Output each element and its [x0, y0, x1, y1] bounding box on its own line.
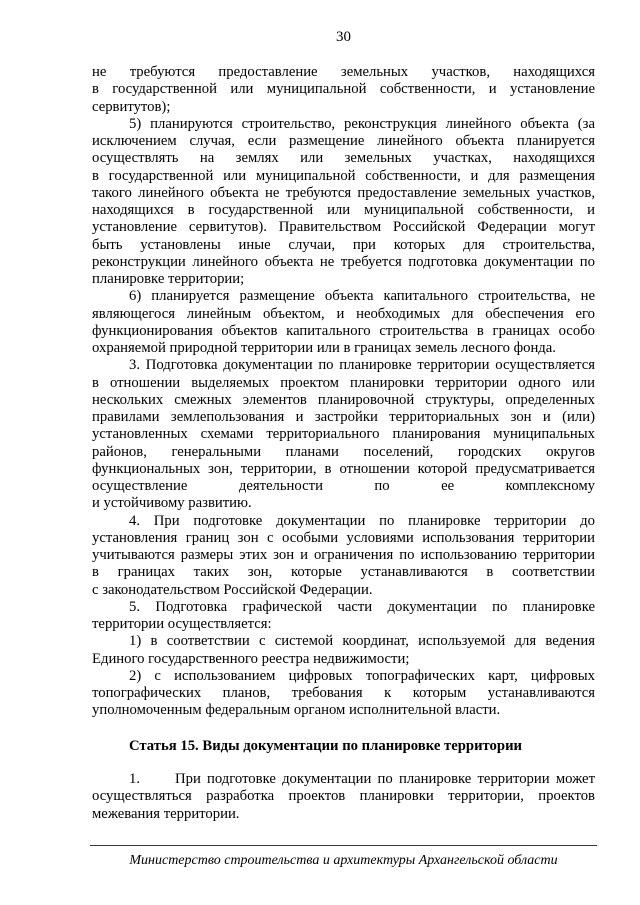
text-line: исключением случая, если размещение линейного объекта планируется [92, 133, 595, 149]
text-line: уполномоченным федеральным органом исполнительной власти. [92, 702, 501, 719]
text-line: 2) с использованием цифровых топографических карт, цифровых [129, 667, 595, 684]
text-line: охраняемой природной территории или в границах земель лесного фонда. [92, 340, 556, 356]
text-line: районов, генеральными планами поселений, городских округов [92, 443, 595, 460]
text-line: сервитутов); [92, 98, 171, 115]
text-line: 6) планируется размещение объекта капитального строительства, не [129, 288, 595, 305]
body-text [92, 64, 595, 720]
subitem-2 [92, 668, 595, 720]
text-line: являющегося линейным объектом, и необходимых для обеспечения его [92, 305, 595, 322]
clause-number: 1. [129, 771, 141, 787]
text-line: осуществлять на землях или земельных участках, находящихся [92, 150, 595, 167]
text-line: Единого государственного реестра недвижимости; [92, 650, 410, 667]
text-line: территории осуществляется: [92, 616, 272, 632]
text-line: установления границ зон с особыми условиями использования территории [92, 529, 595, 546]
text-line: 3. Подготовка документации по планировке территории осуществляется [129, 357, 595, 374]
clause-5 [92, 599, 595, 634]
text-line: находящихся в государственной или муниципальной собственности, и [92, 202, 595, 218]
text-line: 5. Подготовка графической части документации по планировке [129, 598, 595, 615]
text-line: межевания территории. [92, 805, 240, 822]
subitem-1 [92, 633, 595, 668]
text-line: осуществляться разработка проектов планировки территории, проектов [92, 788, 595, 805]
clause-3 [92, 357, 595, 512]
text-line: такого линейного объекта не требуются предоставление земельных участков, [92, 184, 595, 201]
text-line: 5) планируются строительство, реконструкция линейного объекта (за [129, 115, 595, 132]
text-line [92, 771, 595, 788]
text-line: установленных схемами территориального планирования муниципальных [92, 426, 595, 443]
footer-divider [90, 845, 597, 846]
page-number: 30 [336, 29, 351, 45]
list-item-6 [92, 288, 595, 357]
text-line: в границах таких зон, которые устанавливаются в соответствии [92, 564, 595, 581]
footer-text: Министерство строительства и архитектуры Архангельской области [129, 853, 558, 868]
article-15-clause-1 [92, 771, 595, 823]
text-line: 1) в соответствии с системой координат, используемой для ведения [129, 633, 595, 650]
text-line: осуществление деятельности по ее комплексному [92, 478, 595, 494]
text-line: планировке территории; [92, 271, 245, 287]
text-line: в государственной или муниципальной собственности, и установление [92, 81, 595, 98]
text-line: 4. При подготовке документации по планировке территории до [129, 512, 595, 529]
text-line: правилами землепользования и застройки территориальных зон и (или) [92, 409, 595, 425]
text-line: функционирования объектов капитального строительства в границах особо [92, 322, 595, 339]
text-line: функциональных зон, территории, в отношении которой предусматривается [92, 460, 595, 477]
text-line: и устойчивому развитию. [92, 495, 252, 512]
text-line: учитываются размеры этих зон и ограничения по использованию территории [92, 547, 595, 563]
paragraph-continuation [92, 64, 595, 116]
text-line-content: При подготовке документации по планировке территории может [175, 771, 595, 787]
text-line: установление сервитутов). Правительством Российской Федерации могут [92, 219, 595, 236]
clause-4 [92, 513, 595, 599]
text-line: в отношении выделяемых проектом планировки территории одного или [92, 374, 595, 391]
text-line: не требуются предоставление земельных участков, находящихся [92, 64, 595, 80]
article-heading: Статья 15. Виды документации по планировке территории [129, 738, 522, 754]
text-line: быть установлены иные случаи, при которых для строительства, [92, 236, 595, 253]
text-line: нескольких смежных элементов планировочной структуры, определенных [92, 391, 595, 408]
text-line: реконструкции линейного объекта не требуется подготовка документации по [92, 253, 595, 270]
list-item-5 [92, 116, 595, 289]
text-line: в государственной или муниципальной собственности, и для размещения [92, 167, 595, 184]
text-line: топографических планов, требования к которым устанавливаются [92, 685, 595, 701]
text-line: с законодательством Российской Федерации. [92, 581, 373, 598]
